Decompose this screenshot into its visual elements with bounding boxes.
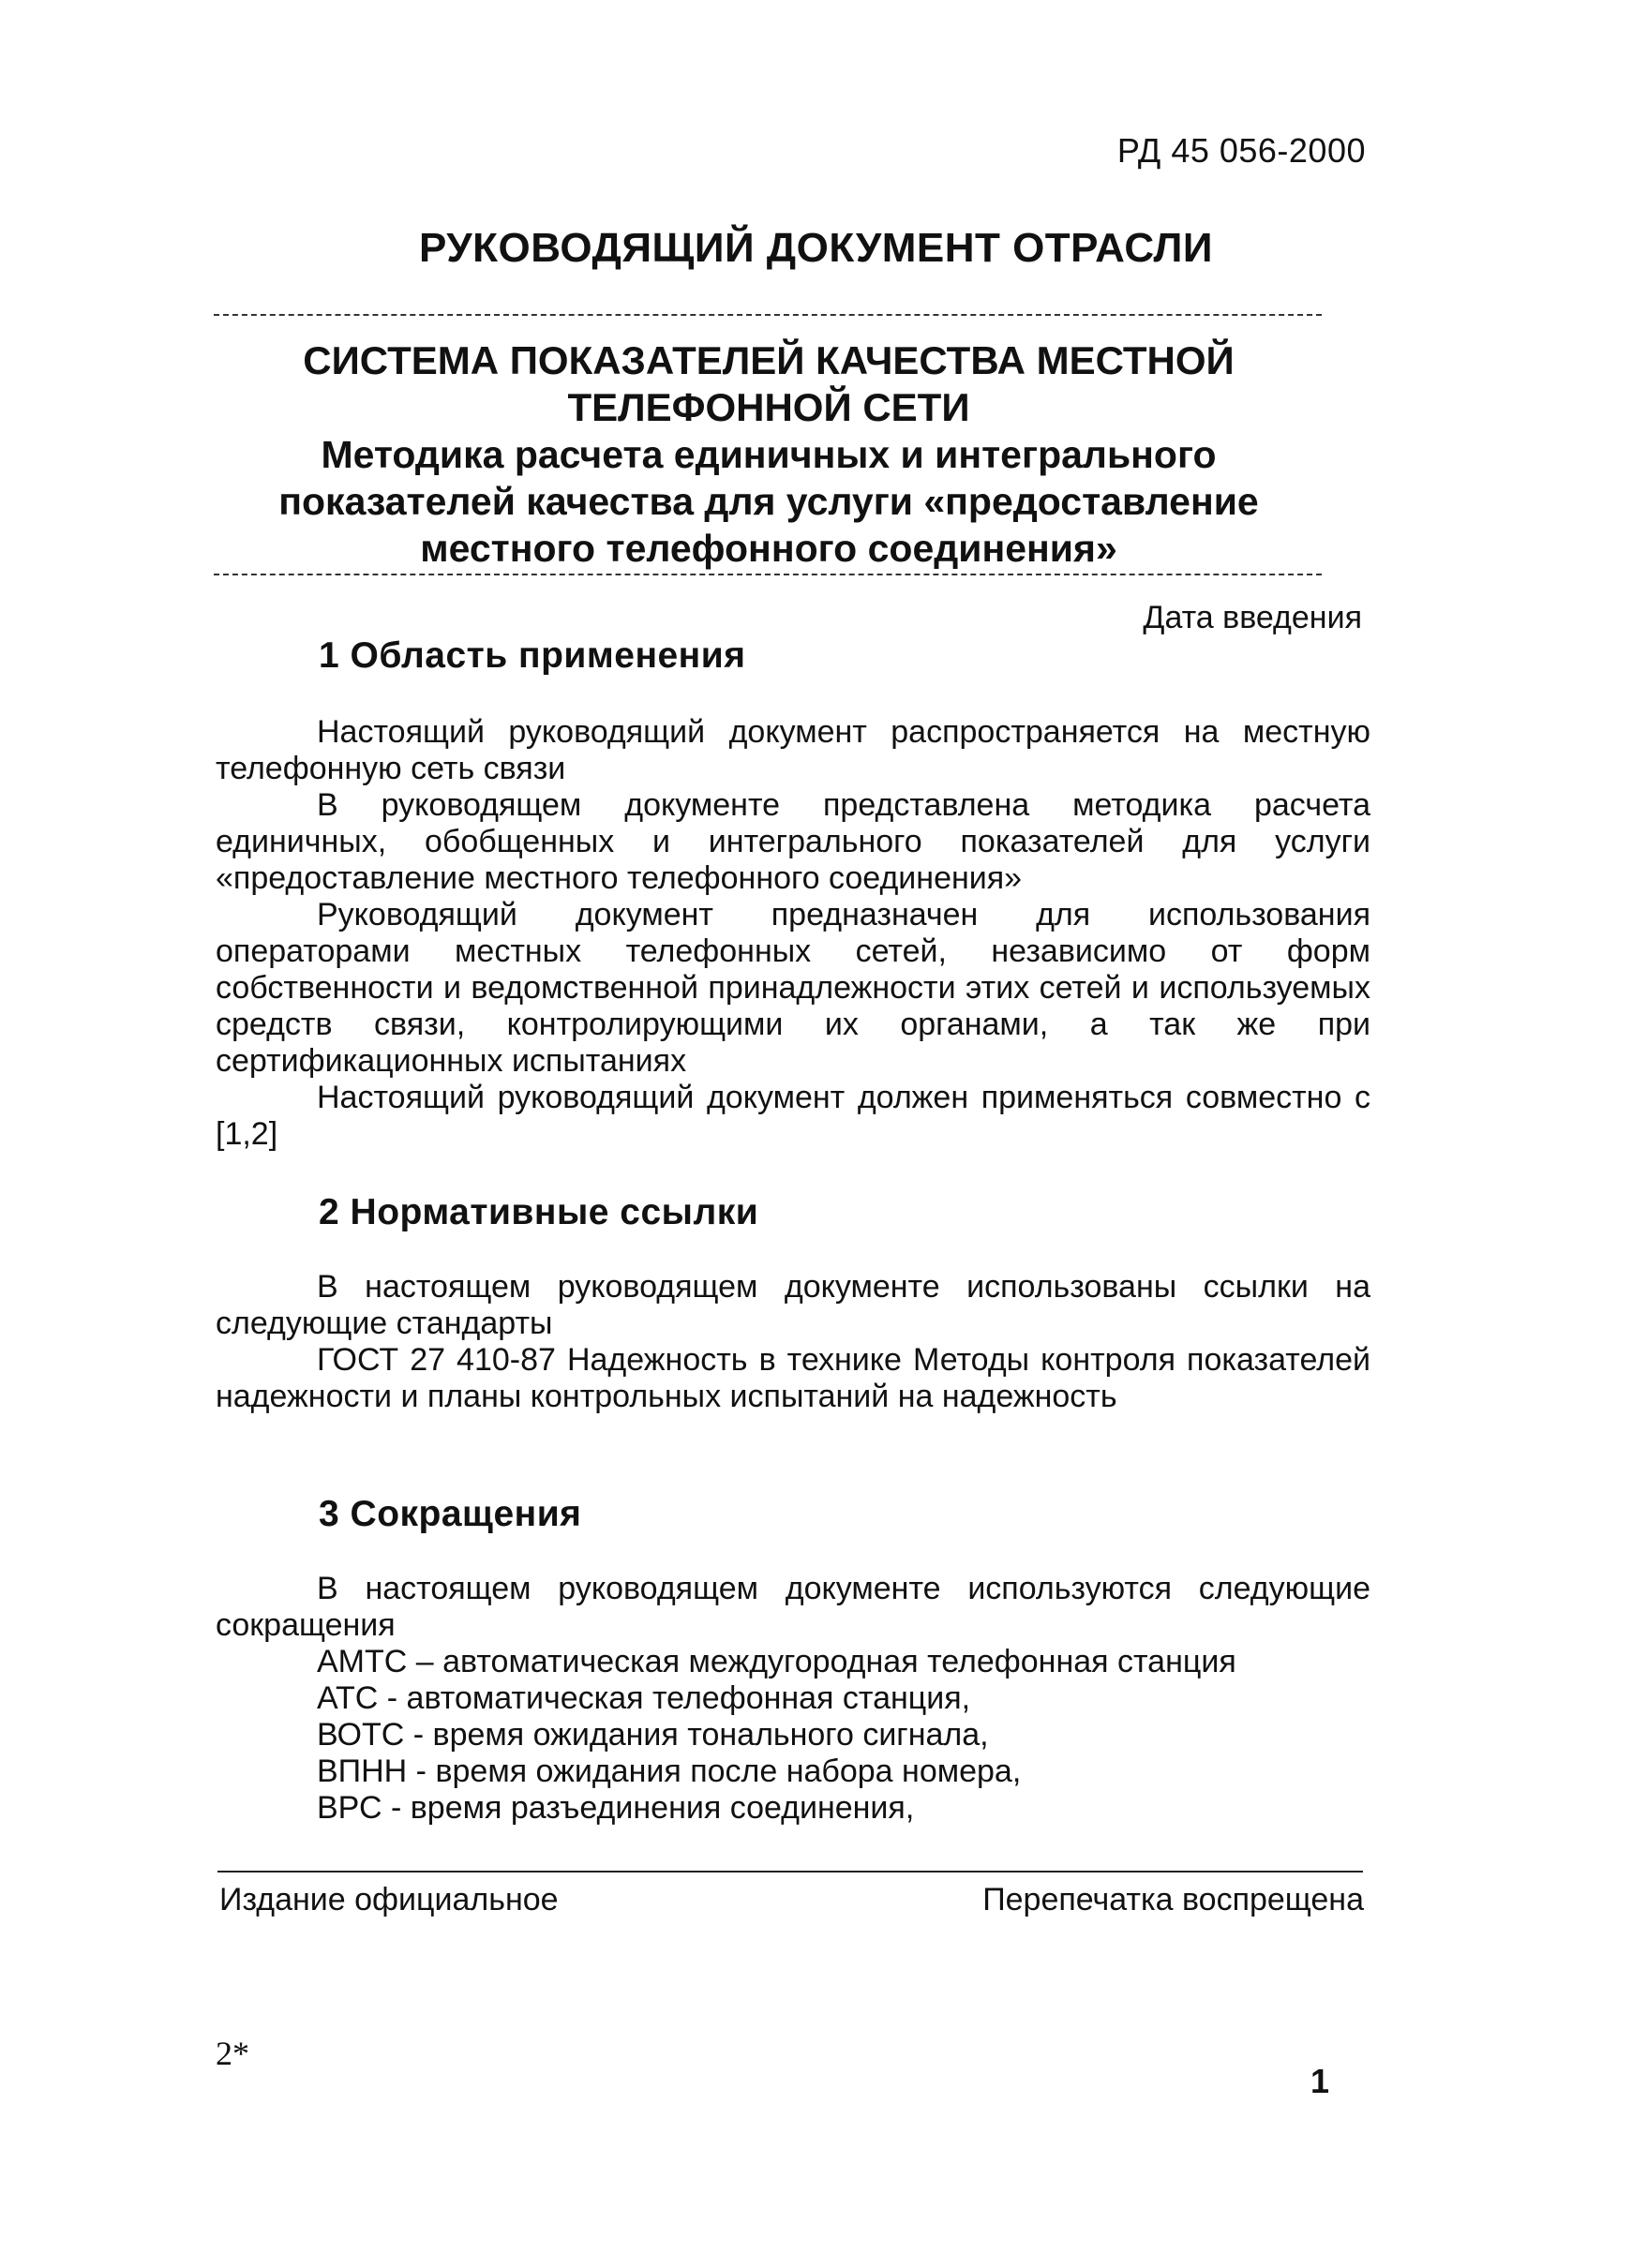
section-1-heading: 1 Область применения [319,635,746,676]
page-number: 1 [1310,2062,1330,2100]
section-1-paragraph: В руководящем документе представлена методика расчета единичных, обобщенных и интегрального показателей для услуги «предоставление местного телефонного соединения» [216,787,1370,896]
list-item: АТС - автоматическая телефонная станция, [317,1680,971,1716]
reprint-prohibited-note: Перепечатка воспрещена [982,1882,1364,1917]
subtitle-line-3: местного телефонного соединения» [420,527,1117,570]
section-2-heading: 2 Нормативные ссылки [319,1192,759,1232]
sheet-mark: 2* [216,2035,249,2072]
section-1-paragraph: Настоящий руководящий документ распространяется на местную телефонную сеть связи [216,714,1370,786]
bottom-dashed-divider [214,574,1322,575]
top-dashed-divider [214,314,1322,316]
section-3-body [216,1571,1370,1644]
section-1-paragraph: Настоящий руководящий документ должен применяться совместно с [1,2] [216,1080,1370,1152]
section-3-paragraph: В настоящем руководящем документе используются следующие сокращения [216,1571,1370,1643]
section-1-body [216,714,1370,1153]
date-of-introduction: Дата введения [1143,600,1362,635]
document-type-heading: РУКОВОДЯЩИЙ ДОКУМЕНТ ОТРАСЛИ [418,225,1214,271]
official-edition-note: Издание официальное [219,1882,559,1917]
footer-divider [217,1871,1363,1873]
section-2-body [216,1269,1370,1415]
list-item: ВОТС - время ожидания тонального сигнала, [317,1717,989,1753]
subtitle-line-2: показателей качества для услуги «предоставление [278,480,1259,523]
abbreviations-list [317,1644,1236,1827]
section-2-paragraph: ГОСТ 27 410-87 Надежность в технике Методы контроля показателей надежности и планы контрольных испытаний на надежность [216,1342,1370,1414]
section-2-paragraph: В настоящем руководящем документе использованы ссылки на следующие стандарты [216,1269,1370,1341]
section-1-paragraph: Руководящий документ предназначен для использования операторами местных телефонных сетей, независимо от форм собственности и ведомственной принадлежности этих сетей и используемых средств связи, контролирующими их органами, а так же при сертификационных испытаниях [216,897,1370,1079]
list-item: ВПНН - время ожидания после набора номера, [317,1753,1022,1789]
title-line-2: ТЕЛЕФОННОЙ СЕТИ [567,385,970,429]
title-line-1: СИСТЕМА ПОКАЗАТЕЛЕЙ КАЧЕСТВА МЕСТНОЙ [303,338,1235,382]
subtitle-line-1: Методика расчета единичных и интегрального [321,433,1217,476]
list-item: ВРС - время разъединения соединения, [317,1790,915,1826]
document-title [244,337,1294,572]
section-3-heading: 3 Сокращения [319,1494,582,1534]
document-number: РД 45 056-2000 [1116,131,1366,170]
list-item: АМТС – автоматическая междугородная телефонная станция [317,1644,1236,1679]
